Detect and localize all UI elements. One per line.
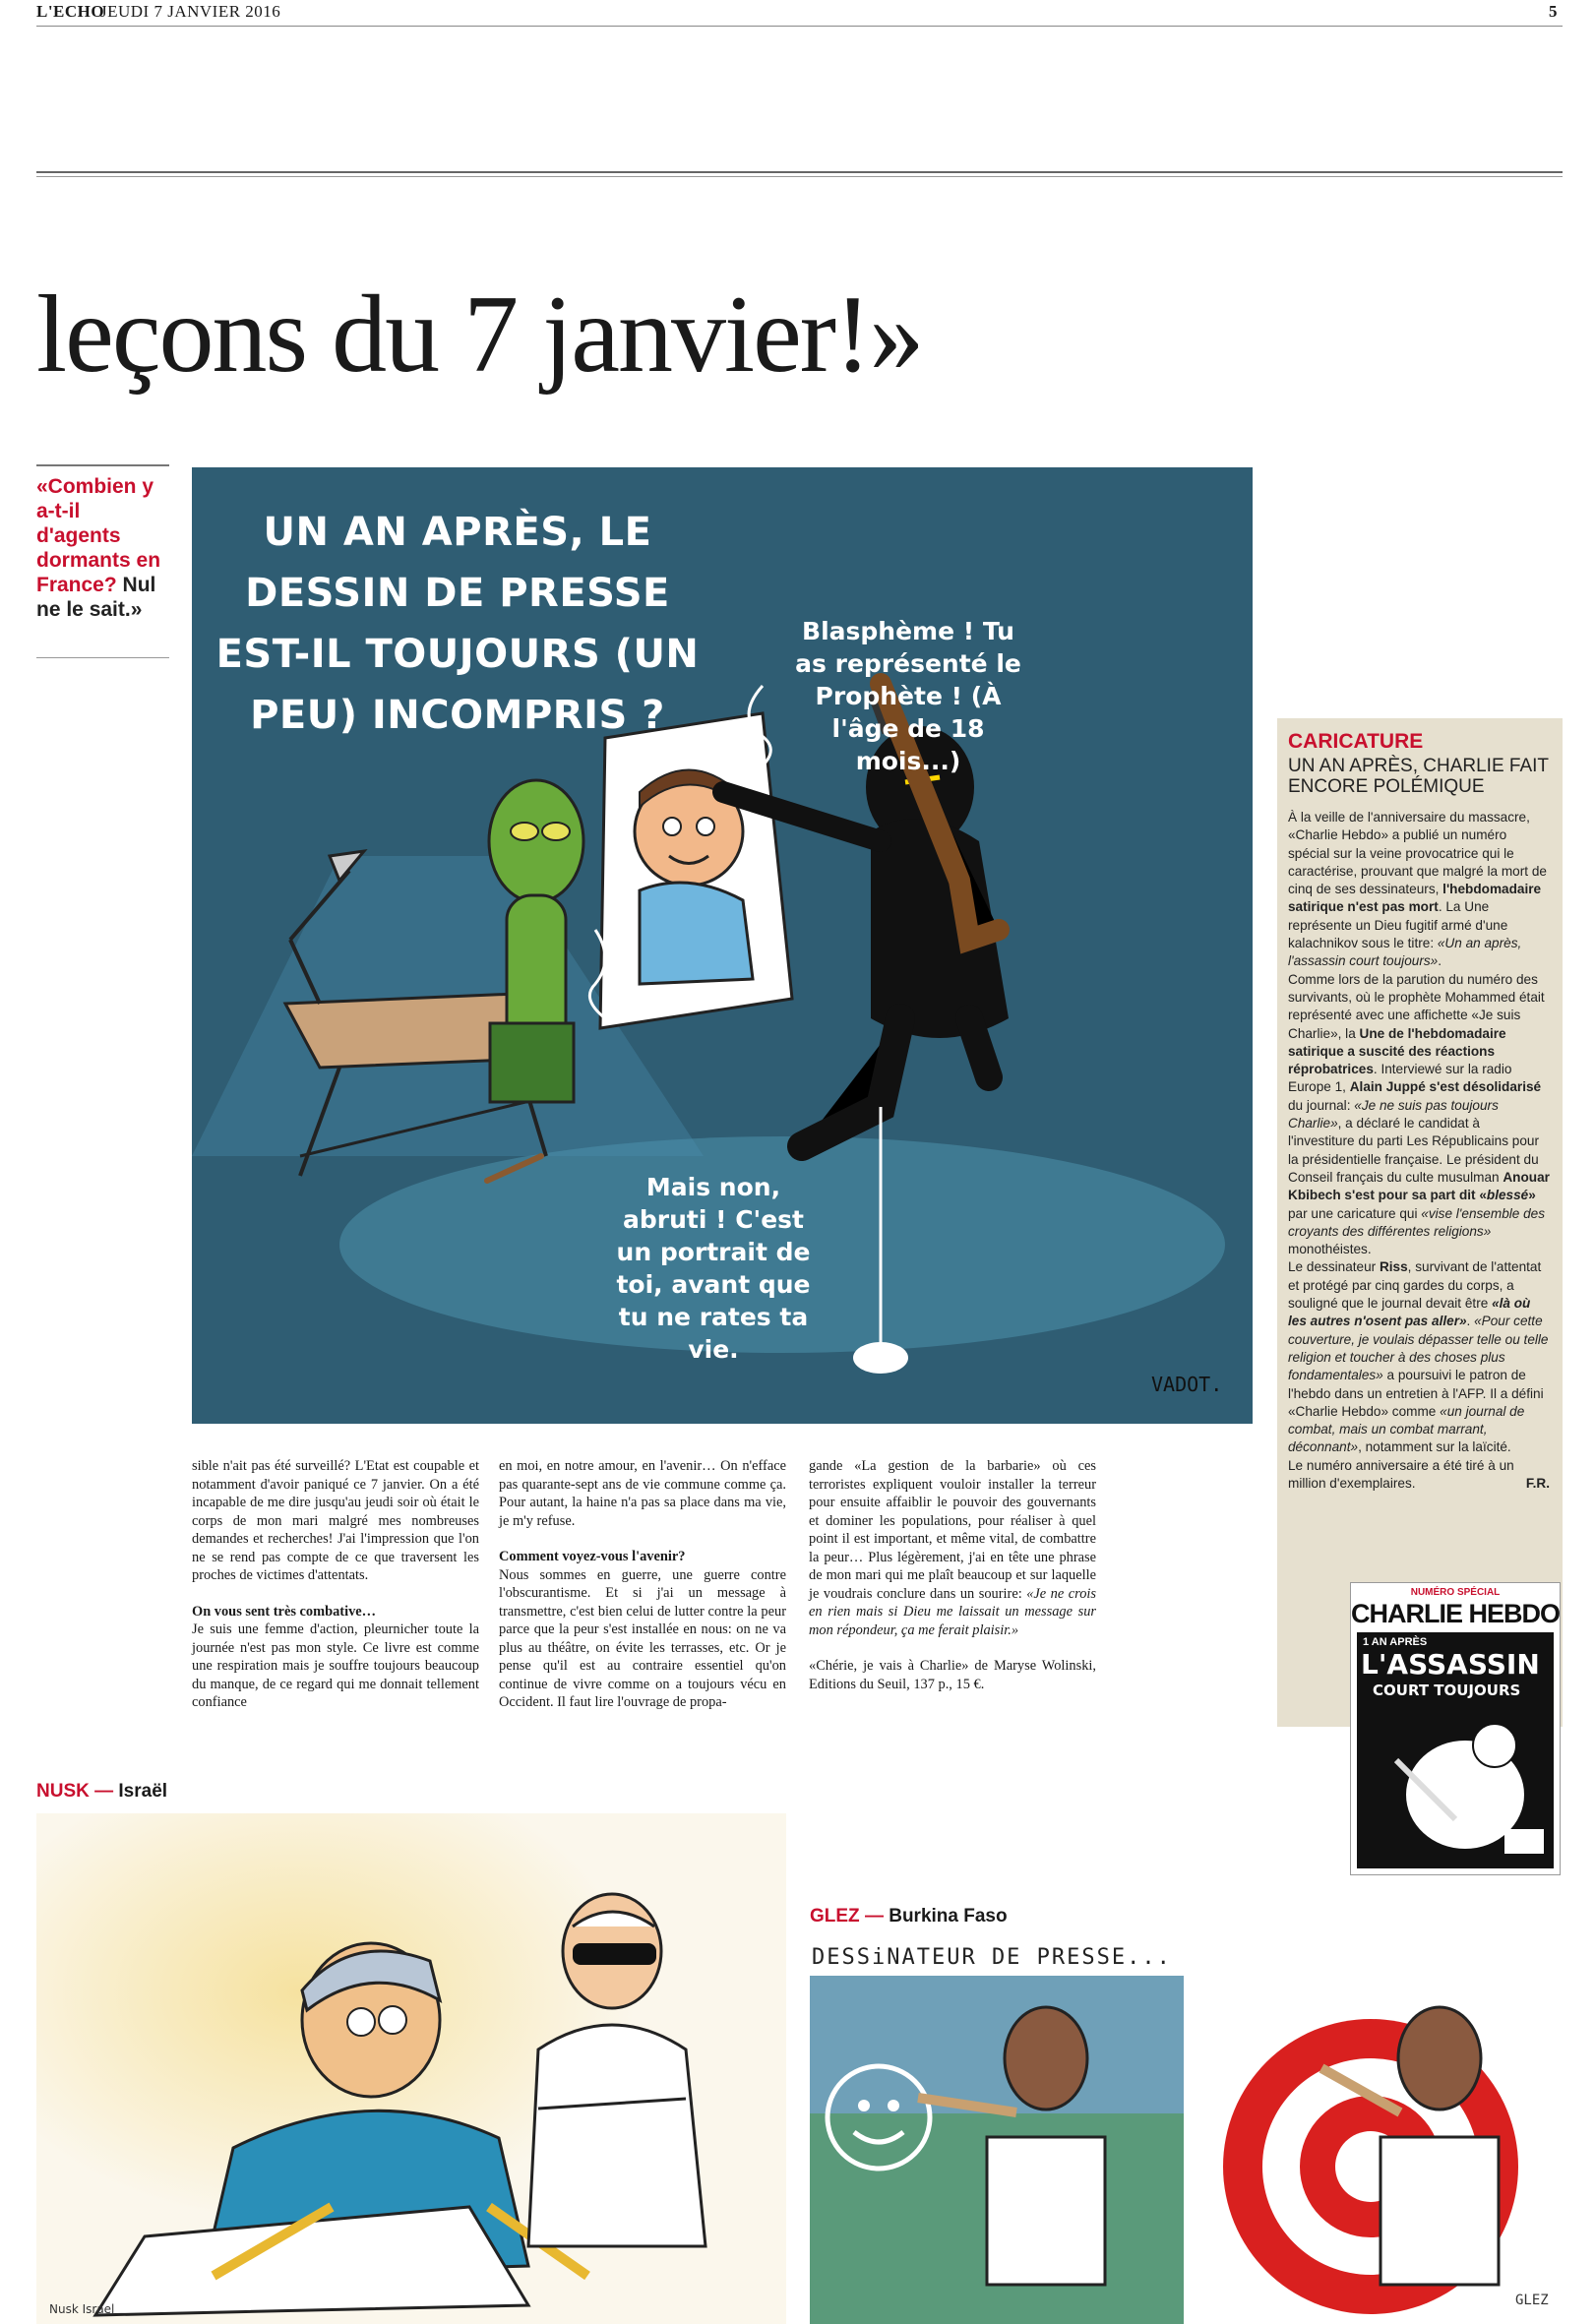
sidebar-bold: Une de l'hebdomadaire satirique a suscité des réactions réprobatrices [1288,1025,1506,1077]
nusk-signature: Nusk Israel [49,2302,115,2316]
article-paragraph: Je suis une femme d'action, pleurnicher toute la journée n'est pas mon style. Ce livre est comme une respiration mais je souffre toujours beaucoup du manque, de ce regard qui me donnait tellement confiance [192,1621,479,1710]
cartoon-caption: UN AN APRÈS, LE DESSIN DE PRESSE EST-IL TOUJOURS (UN PEU) INCOMPRIS ? [215,510,700,738]
article-paragraph [809,1457,1096,1639]
article-column-1 [192,1457,479,1712]
sidebar-italic: «Je ne suis pas toujours Charlie» [1288,1097,1499,1131]
interview-question: Comment voyez-vous l'avenir? [499,1549,686,1564]
speech-bubble-center: Mais non, abruti ! C'est un portrait de toi, avant que tu ne rates ta vie. [616,1173,811,1364]
pull-quote-red: «Combien y a-t-il d'agents dormants en France? [36,475,161,596]
sidebar-text: a poursuivi le patron de l'hebdo dans un entretien à l'AFP. Il a défini «Charlie Hebdo» comme [1288,1368,1544,1419]
charlie-hebdo-cover [1350,1582,1561,1875]
pull-quote [36,474,169,622]
credit-nusk [36,1781,167,1803]
sidebar-text: par une caricature qui [1288,1205,1422,1221]
cover-tag: 1 AN APRÈS [1363,1636,1428,1648]
sidebar-italic: «Un an après, l'assassin court toujours» [1288,936,1522,969]
sidebar-text: , notamment sur la laïcité. [1358,1439,1511,1455]
credit-glez [810,1906,1008,1927]
article-paragraph: sible n'ait pas été surveillé? L'Etat est coupable et notamment d'avoir paniqué ce 7 janvier. On a été incapable de me dire jusqu'au jeudi soir où était le corps de mon mari malgré mes nombreuses demandes et recherches! J'ai l'impression que l'on ne se rend pas compte de ce que traversent les proches de victimes d'attentats. [192,1458,479,1583]
sidebar-text: du journal: [1288,1097,1355,1113]
article-paragraph: Nous sommes en guerre, une guerre contre l'obscurantisme. Et si j'ai un message à transmettre, c'est bien celui de lutter contre la peur parce que la peur s'est installée en nous: on ne va plus au théâtre, on évite les terrasses, etc. Or je pense qu'il est au contraire essentiel qu'on continue de vivre comme on a toujours vécu en Occident. Il faut lire l'ouvrage de propa- [499,1566,786,1710]
sidebar-text: Le dessinateur [1288,1259,1380,1275]
sidebar-bold-italic: blessé [1486,1188,1529,1203]
sidebar-text: monothéistes. [1288,1242,1372,1257]
sidebar-bold-italic: «là où les autres n'osent pas aller» [1288,1296,1531,1329]
sidebar-title: UN AN APRÈS, CHARLIE FAIT ENCORE POLÉMIQUE [1288,756,1549,797]
credit-nusk-name: NUSK — [36,1781,114,1802]
top-rule-thin [36,176,1563,177]
sidebar-italic: «un journal de combat, mais un combat marrant, déconnant» [1288,1403,1525,1455]
cover-title: L'ASSASSIN [1361,1648,1540,1681]
cover-masthead: CHARLIE HEBDO [1351,1599,1561,1628]
sidebar-italic: «Pour cette couverture, je voulais dépasser telle ou telle religion et toucher à des choses plus fondamentales» [1288,1314,1549,1383]
nusk-cartoon-drawing [36,1813,786,2324]
sidebar-italic: «vise l'ensemble des croyants des différentes religions» [1288,1205,1546,1239]
glez-signature: GLEZ [1515,2293,1549,2308]
article-text: gande «La gestion de la barbarie» où ces terroristes expliquent vouloir installer la terreur pour ensuite affaiblir le pouvoir des gouvernants et dominer les populations, pour réaliser à quel point il est important, et même vital, de combattre la peur… Plus légèrement, j'ai en tête une phrase de mon mari qui me plaît beaucoup et sur laquelle je voudrais conclure dans un sourire: [809,1458,1096,1602]
sidebar-text: , survivant de l'attentat et protégé par cinq gardes du corps, a souligné que le journal devait être [1288,1259,1542,1312]
main-cartoon [192,467,1253,1424]
sidebar-text: À la veille de l'anniversaire du massacre, «Charlie Hebdo» a publié un numéro spécial sur la veine provocatrice qui le caractérise, prouvant que malgré la mort de cinq de ses dessinateurs, [1288,810,1547,897]
sidebar-text: . [1466,1314,1475,1329]
interview-question: On vous sent très combative… [192,1603,377,1620]
article-column-3 [809,1457,1096,1693]
cover-drawing [1357,1701,1554,1868]
credit-glez-name: GLEZ — [810,1906,884,1926]
cover-band: NUMÉRO SPÉCIAL [1410,1587,1501,1598]
nusk-cartoon [36,1813,786,2324]
sidebar-text: . Interviewé sur la radio Europe 1, [1288,1062,1512,1095]
sidebar-signature: F.R. [1525,1475,1550,1491]
sidebar-bold: Anouar Kbibech s'est pour sa part dit « [1288,1169,1550,1203]
header-rule [36,26,1563,27]
pull-quote-black: Nul ne le sait.» [36,574,156,621]
credit-glez-country: Burkina Faso [883,1906,1008,1926]
sidebar-text: . La Une représente un Dieu fugitif armé d'une kalachnikov sous le titre: [1288,899,1508,951]
portrait-easel-drawing [600,713,792,1028]
sidebar-text: , a déclaré le candidat à l'investiture du parti Les Républicains pour la présidentielle française. Le président du Conseil français du culte musulman [1288,1116,1539,1185]
cover-subtitle: COURT TOUJOURS [1373,1682,1521,1699]
article-paragraph: en moi, en notre amour, en l'avenir… On n'efface pas quarante-sept ans de vie commune comme ça. Pour autant, la haine n'a pas sa place dans ma vie, je m'y refuse. [499,1458,786,1529]
cartoon-signature: VADOT. [1151,1373,1223,1396]
quote-rule-bottom [36,657,169,658]
sidebar-bold: Riss [1379,1259,1408,1275]
headline: leçons du 7 janvier!» [36,274,923,396]
sidebar-text: Comme lors de la parution du numéro des survivants, où le prophète Mohammed était représenté avec une affichette «Je suis Charlie», la [1288,971,1545,1041]
article-quote: «Je ne crois en rien mais si Dieu me laissait un message sur mon répondeur, ça me ferait plaisir.» [809,1585,1096,1638]
newspaper-name: L'ECHO [36,2,105,21]
glez-caption: DESSiNATEUR DE PRESSE... [812,1945,1172,1970]
page-number: 5 [1549,2,1558,21]
article-column-2 [499,1457,786,1712]
glez-cartoon [810,1940,1563,2324]
glez-cartoon-drawing [810,1940,1563,2324]
top-rule [36,171,1563,173]
book-reference: «Chérie, je vais à Charlie» de Maryse Wolinski, Editions du Seuil, 137 p., 15 €. [809,1658,1096,1692]
sidebar-text: Le numéro anniversaire a été tiré à un million d'exemplaires. [1288,1457,1514,1491]
sidebar-text: . [1438,953,1442,969]
sidebar-body [1288,809,1550,1493]
speech-bubble-right: Blasphème ! Tu as représenté le Prophète ! (À l'âge de 18 mois...) [795,617,1021,775]
sidebar-kicker: CARICATURE [1288,730,1424,753]
issue-date: JEUDI 7 JANVIER 2016 [100,2,281,21]
quote-rule-top [36,464,169,466]
credit-nusk-country: Israël [113,1781,168,1802]
sidebar-bold: » [1528,1188,1536,1203]
sidebar-bold: Alain Juppé s'est désolidarisé [1349,1079,1542,1095]
sidebar-bold: l'hebdomadaire satirique n'est pas mort [1288,882,1542,915]
